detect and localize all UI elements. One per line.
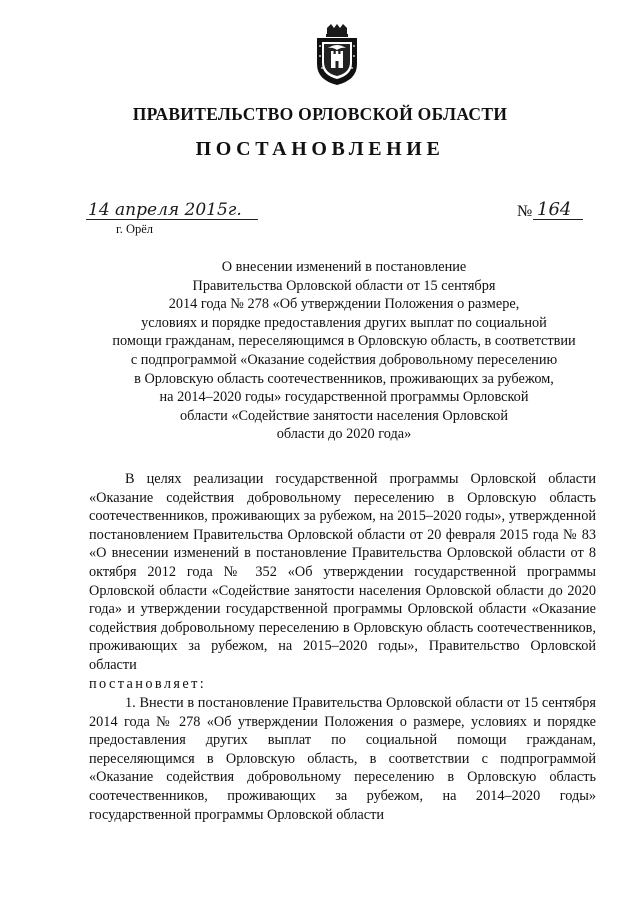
subject-line: О внесении изменений в постановление (221, 259, 467, 275)
handwritten-date: 14 апреля 2015г. (88, 200, 242, 220)
date-underline (86, 219, 258, 220)
subject-line: на 2014–2020 годы» государственной программы Орловской (159, 389, 529, 406)
number-label: № (517, 203, 533, 220)
preamble-paragraph (89, 470, 596, 693)
preamble-text: В целях реализации государственной программы Орловской области «Оказание содействия добровольному переселению в Орловскую область соотечественников, проживающих за рубежом, на 2015–2020 годы», утвержденной постановлением Правительства Орловской области от 20 февраля 2015 года № 83 «О внесении изменений в постановление Правительства Орловской области от 8 октября 2012 года № 352 «Об утверждении государственной программы Орловской области «Содействие занятости населения Орловской области до 2020 года» и утверждении государственной программы Орловской области «Оказание содействия добровольному переселению в Орловскую область соотечественников, проживающих за рубежом, на 2015–2020 годы», Правительство Орловской области (89, 471, 596, 673)
subject-line: в Орловскую область соотечественников, проживающих за рубежом, (134, 370, 554, 387)
subject-line: области до 2020 года» (276, 426, 412, 443)
subject-line: условиях и порядке предоставления других выплат по социальной (141, 314, 547, 331)
subject-line: с подпрограммой «Оказание содействия добровольному переселению (130, 351, 558, 368)
subject-line: Правительства Орловской области от 15 сентября (192, 277, 496, 294)
city-label: г. Орёл (116, 222, 154, 236)
document-subject (90, 258, 598, 444)
handwritten-number: 164 (537, 199, 572, 220)
subject-line: помощи гражданам, переселяющимся в Орловскую область, в соответствии (112, 333, 576, 350)
government-title: ПРАВИТЕЛЬСТВО ОРЛОВСКОЙ ОБЛАСТИ (132, 104, 508, 124)
orel-oblast-coat-of-arms-icon (314, 24, 360, 86)
item-1-text: 1. Внести в постановление Правительства Орловской области от 15 сентября 2014 года № 278 «Об утверждении Положения о размере, условиях и порядке предоставления других выплат по социальной помощи гражданам, переселяющимся в Орловскую область, в соответствии с подпрограммой «Оказание содействия добровольному переселению в Орловскую область соотечественников, проживающих за рубежом, на 2014–2020 годы» государственной программы Орловской области (89, 695, 596, 823)
item-1-paragraph (89, 694, 596, 824)
resolves-word: постановляет: (89, 675, 207, 692)
subject-line: 2014 года № 278 «Об утверждении Положения о размере, (168, 296, 520, 313)
number-underline (533, 219, 583, 220)
document-type-title: ПОСТАНОВЛЕНИЕ (195, 138, 445, 160)
subject-line: области «Содействие занятости населения Орловской (180, 407, 508, 424)
